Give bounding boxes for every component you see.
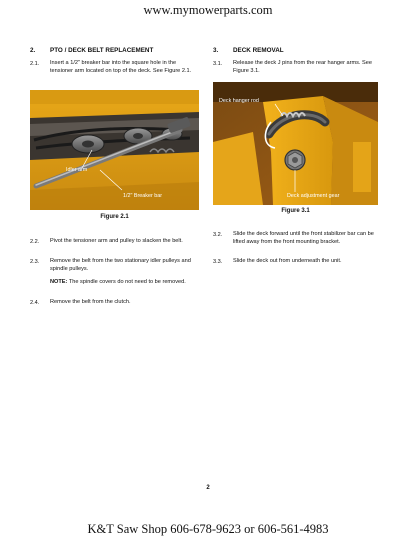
step-2-2-number: 2.2.: [30, 239, 40, 245]
section-3-number: 3.: [213, 47, 219, 54]
idler-arm-label: Idler arm: [66, 167, 88, 173]
figure-3-1-photo: [213, 82, 378, 205]
step-3-3-number: 3.3.: [213, 259, 223, 265]
step-2-4-number: 2.4.: [30, 300, 40, 306]
site-url-header: www.mymowerparts.com: [143, 3, 273, 17]
shop-contact-footer: K&T Saw Shop 606-678-9623 or 606-561-4983: [87, 522, 329, 536]
step-3-2-number: 3.2.: [213, 232, 223, 238]
step-2-3-text: Remove the belt from the two stationary idler pulleys and spindle pulleys.: [50, 258, 191, 272]
step-3-2-text: Slide the deck forward until the front stabilizer bar can be lifted away from the front mounting bracket.: [233, 231, 374, 245]
figure-2-1-photo: [30, 90, 199, 210]
step-3-3-text: Slide the deck out from underneath the unit.: [233, 258, 342, 264]
section-3-title: DECK REMOVAL: [233, 47, 284, 54]
step-2-3-number: 2.3.: [30, 259, 40, 265]
deck-hanger-rod-label: Deck hanger rod: [219, 98, 259, 104]
section-2-title: PTO / DECK BELT REPLACEMENT: [50, 47, 154, 54]
section-2-number: 2.: [30, 47, 36, 54]
note-label: NOTE:: [50, 279, 68, 285]
deck-adjustment-gear-label: Deck adjustment gear: [287, 193, 340, 199]
figure-2-1-caption: Figure 2.1: [100, 214, 129, 220]
page-number: 2: [206, 485, 210, 491]
step-3-1-text: Release the deck J pins from the rear hanger arms. See Figure 3.1.: [233, 60, 372, 74]
figure-3-1-caption: Figure 3.1: [281, 208, 310, 214]
step-2-1-text: Insert a 1/2" breaker bar into the square hole in the tensioner arm located on top of the deck. See Figure 2.1.: [50, 60, 192, 74]
note-block: [50, 279, 200, 287]
note-text: The spindle covers do not need to be removed.: [67, 279, 186, 285]
step-2-4-text: Remove the belt from the clutch.: [50, 299, 131, 305]
step-3-1-number: 3.1.: [213, 61, 223, 67]
step-2-1-number: 2.1.: [30, 61, 40, 67]
deck-belt-illustration: [30, 90, 199, 210]
step-2-2-text: Pivot the tensioner arm and pulley to slacken the belt.: [50, 238, 183, 244]
breaker-bar-label: 1/2" Breaker bar: [123, 193, 163, 199]
